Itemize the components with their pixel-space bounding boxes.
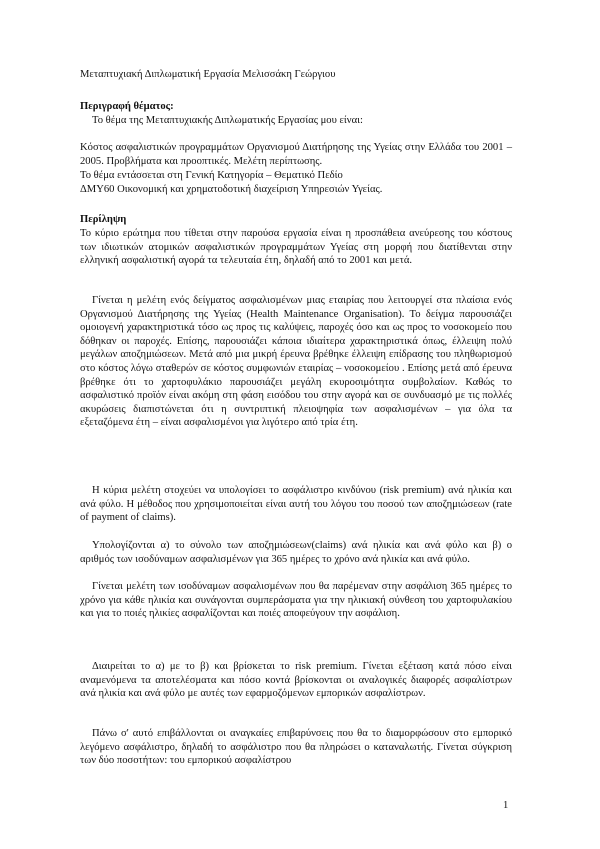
- abstract-paragraph: Υπολογίζονται α) το σύνολο των αποζημιώσεων(claims) ανά ηλικία και ανά φύλο και β) ο αριθμός των ισοδύναμων ασφαλισμένων για 365 ημέρες το χρόνο ανά ηλικία και ανά φύλο.: [80, 540, 512, 565]
- abstract-paragraph: Γίνεται μελέτη των ισοδύναμων ασφαλισμένων που θα παρέμεναν στην ασφάλιση 365 ημέρες το χρόνο για κάθε ηλικία και συνάγονται συμπεράσματα για την ηλικιακή σύνθεση του χαρτοφυλακίου και για το ποιές ηλικίες ασφαλίζονται και ποιές αποφεύγουν την ασφάλιση.: [80, 581, 512, 620]
- abstract-heading: Περίληψη: [80, 214, 127, 225]
- abstract-paragraph: Διαιρείται το α) με το β) και βρίσκεται το risk premium. Γίνεται εξέταση κατά πόσο είναι αναμενόμενα τα αποτελέσματα και πόσο κοντά βρίσκονται οι αναλογικές διαφορές ασφαλίστρων ανά ηλικία και ανά φύλο με αυτές των εφαρμοζόμενων εμπορικών ασφαλίστρων.: [80, 661, 512, 700]
- thesis-course: ΔΜΥ60 Οικονομική και χρηματοδοτική διαχείριση Υπηρεσιών Υγείας.: [80, 184, 383, 195]
- thesis-category: Το θέμα εντάσσεται στη Γενική Κατηγορία – Θεματικό Πεδίο: [80, 170, 343, 181]
- abstract-paragraph: Γίνεται η μελέτη ενός δείγματος ασφαλισμένων μιας εταιρίας που λειτουργεί στα πλαίσια ενός Οργανισμού Διατήρησης της Υγείας (Health Maintenance Organisation). Το δείγμα παρουσιάζει ομοιογενή χαρακτηριστικά τόσο ως προς τις καλύψεις, παροχές όσο και ως προς το νοσοκομείο που δόθηκαν οι παροχές. Επίσης, παρουσιάζει κάποια ιδιαίτερα χαρακτηριστικά όπως, έλλειψη πολύ μεγάλων αποζημιώσεων. Μετά από μια μικρή έρευνα βρέθηκε έλλειψη επίδρασης του πληθωρισμού στο κόστος λόγω σταθερών σε κόστος συμφωνιών εταιρίας – νοσοκομείου . Επίσης μετά από έρευνα βρέθηκε ότι το χαρτοφυλάκιο παρουσιάζει μεγάλη εκυροσιμότητα συμβολαίων. Καθώς το ασφαλιστικό προϊόν είναι ακόμη στη φάση εισόδου του στην αγορά και σε συνδυασμό με τις πολλές ακυρώσεις διαπιστώνεται ότι η συντριπτική πλειοψηφία των ασφαλισμένων – για όλα τα εξεταζόμενα έτη – είναι ασφαλισμένοι για λιγότερο από τρία έτη.: [80, 295, 512, 429]
- description-heading: Περιγραφή θέματος:: [80, 101, 174, 112]
- document-header: Μεταπτυχιακή Διπλωματική Εργασία Μελισσάκη Γεώργιου: [80, 69, 336, 80]
- abstract-paragraph: Η κύρια μελέτη στοχεύει να υπολογίσει το ασφάλιστρο κινδύνου (risk premium) ανά ηλικία και ανά φύλο. Η μέθοδος που χρησιμοποιείται είναι αυτή του λόγου του ποσού των αποζημιώσεων (rate of payment of claims).: [80, 485, 512, 524]
- abstract-paragraph: Το κύριο ερώτημα που τίθεται στην παρούσα εργασία είναι η προσπάθεια ανεύρεσης του κόστους των ιδιωτικών ατομικών ασφαλιστικών προγραμμάτων Υγείας στη μορφή που διατίθενται στην ελληνική ασφαλιστική αγορά τα τελευταία έτη, δηλαδή από το 2001 και μετά.: [80, 228, 512, 267]
- page-number: 1: [503, 800, 509, 811]
- thesis-topic: Κόστος ασφαλιστικών προγραμμάτων Οργανισμού Διατήρησης της Υγείας στην Ελλάδα του 2001 – 2005. Προβλήματα και προοπτικές. Μελέτη περίπτωσης.: [80, 142, 512, 167]
- abstract-paragraph: Πάνω σ' αυτό επιβάλλονται οι αναγκαίες επιβαρύνσεις που θα το διαμορφώσουν στο εμπορικό λεγόμενο ασφάλιστρο, δηλαδή το ασφάλιστρο που θα πληρώσει ο καταναλωτής. Γίνεται σύγκριση των δύο ποσοτήτων: του εμπορικού ασφαλίστρου: [80, 728, 512, 767]
- description-intro: Το θέμα της Μεταπτυχιακής Διπλωματικής Εργασίας μου είναι:: [92, 115, 363, 126]
